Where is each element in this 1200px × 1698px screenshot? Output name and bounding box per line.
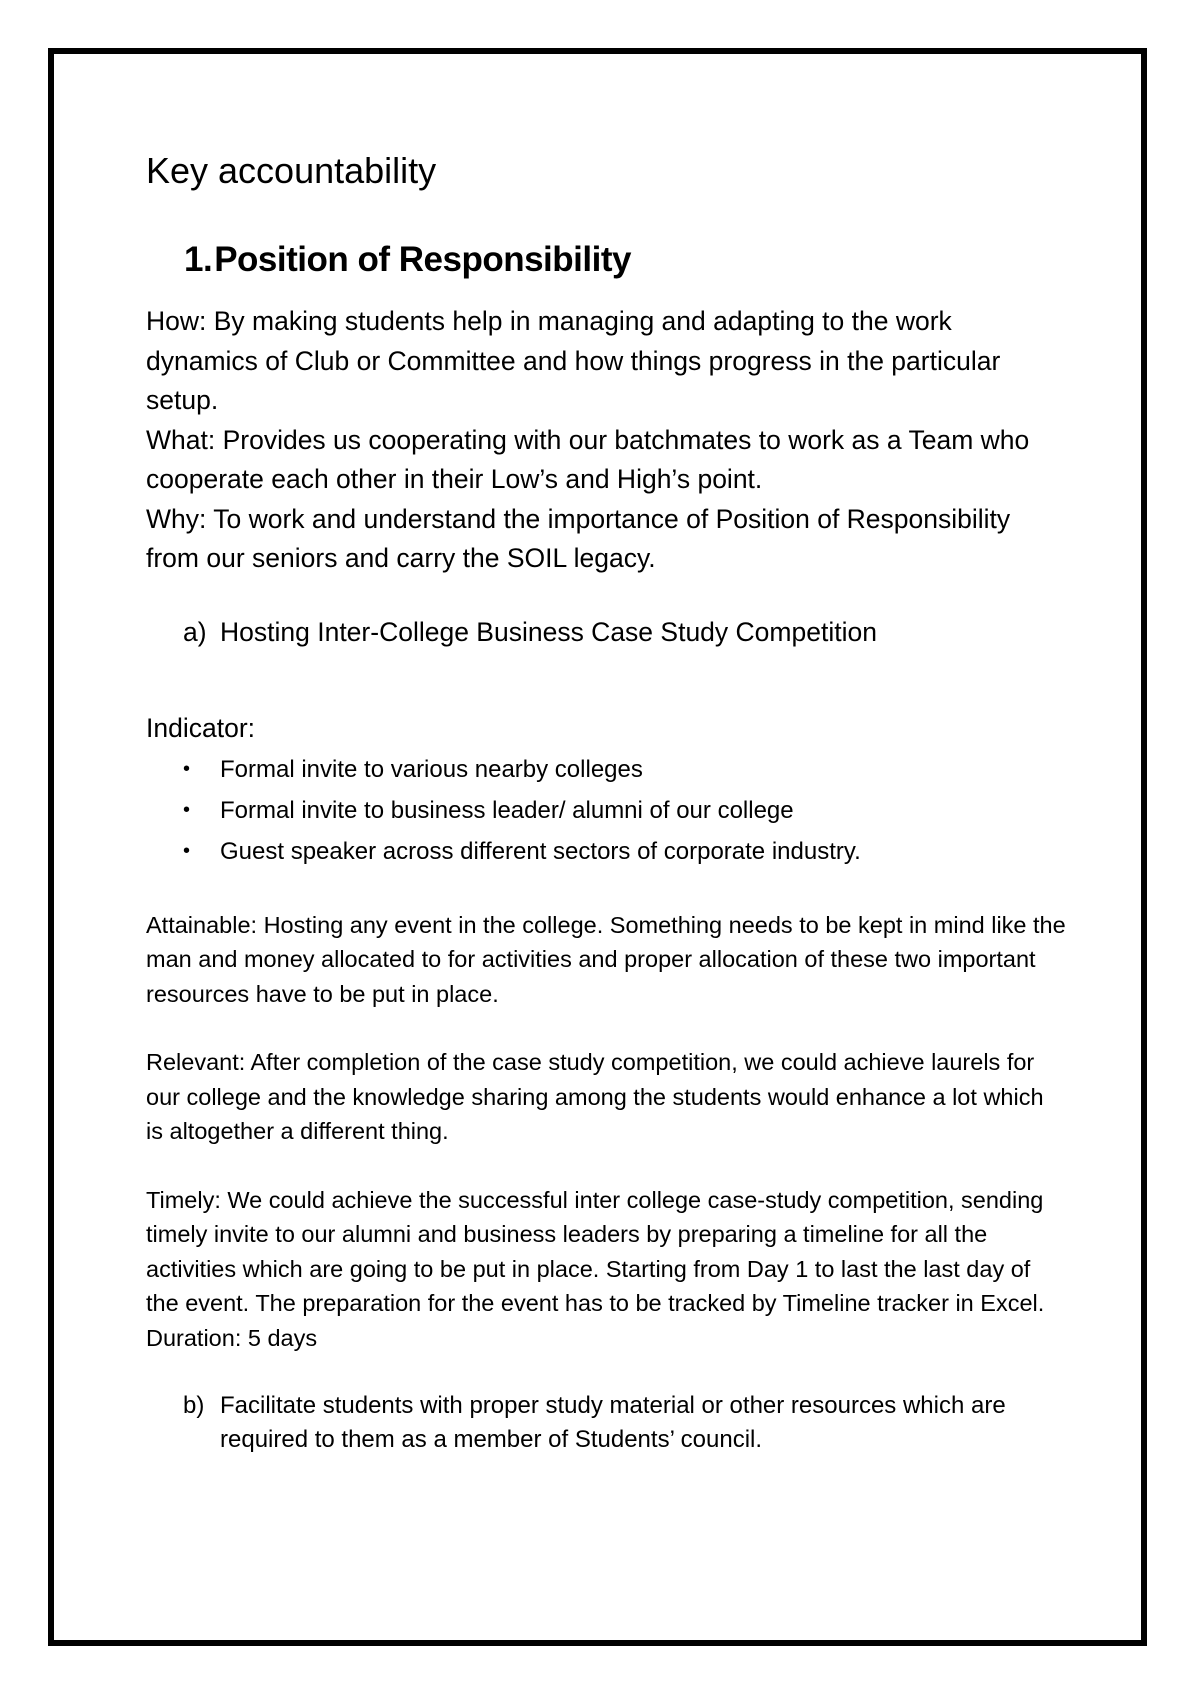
- document-title: Key accountability: [146, 150, 437, 191]
- indicator-label: Indicator:: [146, 713, 256, 743]
- relevant-paragraph: Relevant: After completion of the case study competition, we could achieve laurels for our college and the knowledge sharing among the students would enhance a lot which is altogether a different thing.: [146, 1049, 1044, 1144]
- duration-paragraph: Duration: 5 days: [146, 1324, 318, 1351]
- list-item: [146, 831, 1066, 872]
- sub-item-b-label: b): [183, 1392, 205, 1419]
- sub-item-b-text: Facilitate students with proper study material or other resources which are required to them as a member of Students’ council.: [220, 1392, 1006, 1453]
- sub-item-b: [146, 1389, 1066, 1457]
- bullet-icon: •: [183, 839, 191, 862]
- indicator-item-text: Formal invite to business leader/ alumni of our college: [220, 796, 794, 824]
- document-body: [146, 150, 1066, 1457]
- what-paragraph: What: Provides us cooperating with our batchmates to work as a Team who cooperate each other in their Low’s and High’s point.: [146, 424, 1030, 494]
- section-heading-text: Position of Responsibility: [214, 240, 631, 279]
- why-paragraph: Why: To work and understand the importance of Position of Responsibility from our seniors and carry the SOIL legacy.: [146, 503, 1011, 573]
- sub-item-a-label: a): [183, 616, 207, 647]
- section-number: 1.: [184, 240, 213, 279]
- timely-paragraph: Timely: We could achieve the successful inter college case-study competition, sending timely invite to our alumni and business leaders by preparing a timeline for all the activities which are going to be put in place. Starting from Day 1 to last the last day of the event. The preparation for the event has to be tracked by Timeline tracker in Excel.: [146, 1186, 1045, 1316]
- indicator-list: [146, 749, 1066, 872]
- sub-item-a: [146, 613, 1066, 653]
- indicator-item-text: Guest speaker across different sectors of corporate industry.: [220, 837, 861, 865]
- list-item: [146, 749, 1066, 790]
- indicator-item-text: Formal invite to various nearby colleges: [220, 755, 643, 783]
- sub-item-a-text: Hosting Inter-College Business Case Study Competition: [220, 616, 877, 647]
- bullet-icon: •: [183, 798, 191, 821]
- attainable-paragraph: Attainable: Hosting any event in the college. Something needs to be kept in mind like the man and money allocated to for activities and proper allocation of these two important resources have to be put in place.: [146, 911, 1066, 1007]
- section-heading: [184, 240, 1066, 280]
- bullet-icon: •: [183, 757, 191, 780]
- how-paragraph: How: By making students help in managing and adapting to the work dynamics of Club or Committee and how things progress in the particular setup.: [146, 306, 1001, 415]
- list-item: [146, 790, 1066, 831]
